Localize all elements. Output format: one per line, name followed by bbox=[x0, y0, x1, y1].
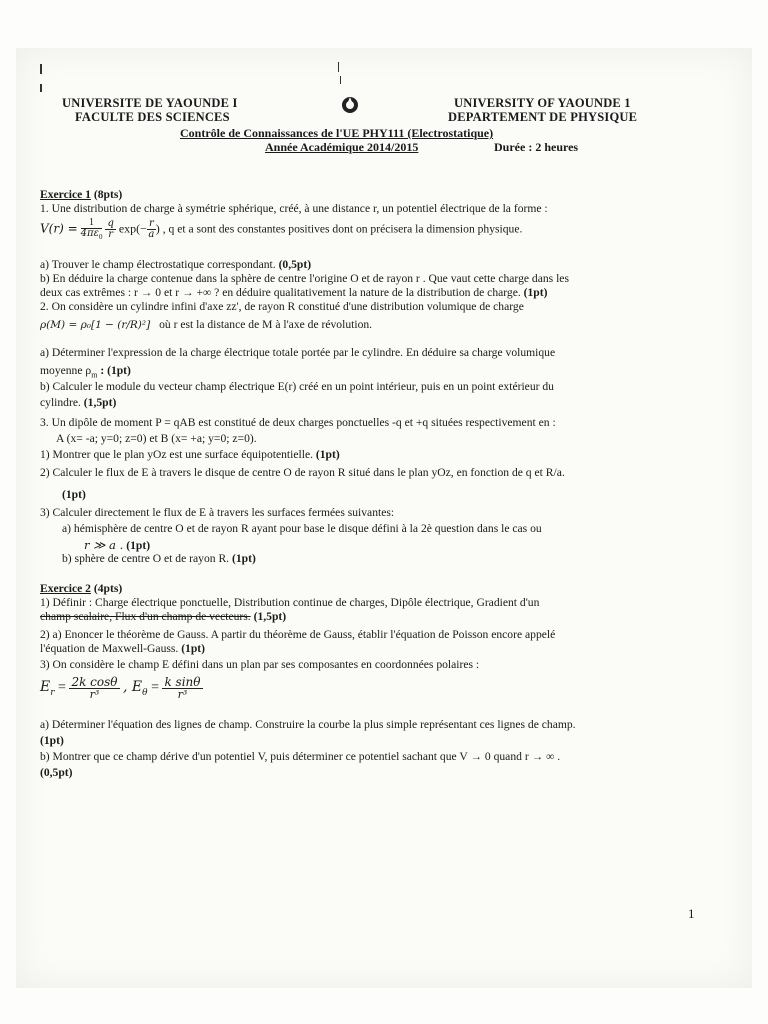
university-name-fr: UNIVERSITE DE YAOUNDE I bbox=[62, 96, 238, 110]
ex1-q2b-line2: cylindre. (1,5pt) bbox=[40, 396, 117, 409]
ex1-q1b-line1: b) En déduire la charge contenue dans la sphère de centre l'origine O et de rayon r . Que vaut cette charge dans les bbox=[40, 272, 569, 285]
charge-density-formula: ρ(M) = ρ₀[1 − (r/R)²] où r est la distance de M à l'axe de révolution. bbox=[40, 318, 373, 331]
exercise-2-heading: Exercice 2 (4pts) bbox=[40, 582, 123, 595]
ex2-q2-line2: l'équation de Maxwell-Gauss. (1pt) bbox=[40, 642, 206, 655]
fraction-1-over-4pi-eps0: $\frac{1}{4\pi\varepsilon_0}$ bbox=[80, 217, 103, 241]
margin-mark bbox=[40, 84, 42, 92]
ex2-q3b-line1: b) Montrer que ce champ dérive d'un potentiel V, puis déterminer ce potentiel sachant que V → 0 quand r → ∞ . bbox=[40, 750, 561, 763]
ex1-q1-text: 1. Une distribution de charge à symétrie sphérique, créé, à une distance r, un potentiel électrique de la forme : bbox=[40, 202, 548, 215]
ex2-q3a-line1: a) Déterminer l'équation des lignes de champ. Construire la courbe la plus simple représentant ces lignes de champ. bbox=[40, 718, 576, 731]
ex1-q2-text: 2. On considère un cylindre infini d'axe zz', de rayon R constitué d'une distribution volumique de charge bbox=[40, 300, 524, 313]
exercise-1-heading: Exercice 1 (8pts) bbox=[40, 188, 123, 201]
ex1-q3-3b: b) sphère de centre O et de rayon R. (1pt) bbox=[62, 552, 256, 565]
fraction-r-over-a: $\frac{r}{a}$ bbox=[148, 218, 155, 240]
ex1-q3-line2: A (x= -a; y=0; z=0) et B (x= +a; y=0; z=0). bbox=[56, 432, 257, 445]
ex2-q1-line1: 1) Définir : Charge électrique ponctuelle, Distribution continue de charges, Dipôle électrique, Gradient d'un bbox=[40, 596, 540, 609]
ex2-q3a-points: (1pt) bbox=[40, 734, 64, 747]
academic-year: Année Académique 2014/2015 bbox=[265, 140, 419, 154]
margin-mark bbox=[40, 64, 42, 74]
ex1-q3-line1: 3. Un dipôle de moment P = qAB est constitué de deux charges ponctuelles -q et +q situées respectivement en : bbox=[40, 416, 556, 429]
field-components-formula: $E_r$ = $\frac{\text{2k cosθ}}{\text{r³}}$ , $E_\theta$ = $\frac{\text{k sinθ}}{\text{r³}}$ bbox=[40, 675, 201, 701]
ex1-q3-3a-line1: a) hémisphère de centre O et de rayon R ayant pour base le disque défini à la 2è question dans le cas ou bbox=[62, 522, 542, 535]
ex1-q2a-line1: a) Déterminer l'expression de la charge électrique totale portée par le cylindre. En déduire sa charge volumique bbox=[40, 346, 556, 359]
page-number: 1 bbox=[688, 906, 695, 921]
center-mark bbox=[338, 62, 339, 72]
exam-title: Contrôle de Connaissances de l'UE PHY111 (Electrostatique) bbox=[180, 126, 494, 140]
ex1-q3-2: 2) Calculer le flux de E à travers le disque de centre O de rayon R situé dans le plan yOz, en fonction de q et R/a. bbox=[40, 466, 565, 479]
fraction-er: $\frac{\text{2k cosθ}}{\text{r³}}$ bbox=[71, 675, 118, 701]
faculty-name-fr: FACULTE DES SCIENCES bbox=[75, 110, 230, 124]
ex2-q3-text: 3) On considère le champ E défini dans un plan par ses composantes en coordonnées polaires : bbox=[40, 658, 480, 671]
ex1-q2a-line2: moyenne $\rho_m$ : (1pt) bbox=[40, 364, 131, 380]
ex1-q3-2-points: (1pt) bbox=[62, 488, 86, 501]
ex1-q3-3: 3) Calculer directement le flux de E à travers les surfaces fermées suivantes: bbox=[40, 506, 395, 519]
ex2-q2-line1: 2) a) Enoncer le théorème de Gauss. A partir du théorème de Gauss, établir l'équation de Poisson encore appelé bbox=[40, 628, 556, 641]
fraction-etheta: $\frac{\text{k sinθ}}{\text{r³}}$ bbox=[164, 675, 201, 701]
ex1-q2b-line1: b) Calculer le module du vecteur champ électrique E(r) créé en un point intérieur, puis en un point extérieur du bbox=[40, 380, 554, 393]
fraction-q-over-r: $\frac{q}{r}$ bbox=[107, 218, 114, 240]
ex1-q3-3a-line2: r ≫ a . (1pt) bbox=[84, 538, 151, 552]
university-name-en: UNIVERSITY OF YAOUNDE 1 bbox=[454, 96, 631, 110]
university-logo bbox=[339, 94, 361, 116]
center-mark bbox=[340, 76, 341, 84]
ex1-q1a: a) Trouver le champ électrostatique correspondant. (0,5pt) bbox=[40, 258, 312, 271]
ex2-q1-line2: champ scalaire, Flux d'un champ de vecteurs. (1,5pt) bbox=[40, 610, 287, 623]
ex1-q3-1: 1) Montrer que le plan yOz est une surface équipotentielle. (1pt) bbox=[40, 448, 340, 461]
ex1-q1b-line2: deux cas extrêmes : r → 0 et r → +∞ ? en déduire qualitativement la nature de la distribution de charge. (1pt) bbox=[40, 286, 548, 299]
duration: Durée : 2 heures bbox=[494, 140, 579, 154]
department-name: DEPARTEMENT DE PHYSIQUE bbox=[448, 110, 638, 124]
potential-formula: V(r) = $\frac{1}{4\pi\varepsilon_0}$ $\frac{q}{r}$ exp(− $\frac{r}{a}$ ) , q et a sont des constantes positives dont on précisera la dimension physique. bbox=[40, 217, 523, 241]
ex2-q3b-points: (0,5pt) bbox=[40, 766, 73, 779]
